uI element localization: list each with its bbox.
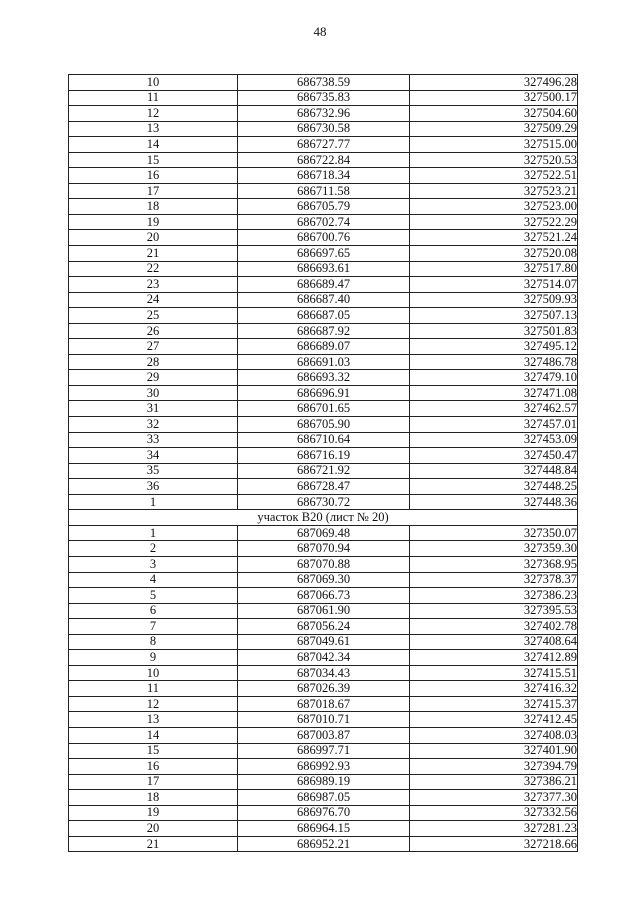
y-coordinate-cell: 327408.64 bbox=[410, 634, 578, 650]
x-coordinate-cell: 687066.73 bbox=[238, 588, 410, 604]
x-coordinate-cell: 686687.40 bbox=[238, 292, 410, 308]
y-coordinate-cell: 327332.56 bbox=[410, 805, 578, 821]
table-row bbox=[69, 277, 578, 293]
x-coordinate-cell: 686989.19 bbox=[238, 774, 410, 790]
table-row bbox=[69, 603, 578, 619]
y-coordinate-cell: 327395.53 bbox=[410, 603, 578, 619]
table-row bbox=[69, 168, 578, 184]
x-coordinate-cell: 687042.34 bbox=[238, 650, 410, 666]
y-coordinate-cell: 327486.78 bbox=[410, 354, 578, 370]
point-number-cell: 15 bbox=[69, 743, 238, 759]
point-number-cell: 11 bbox=[69, 681, 238, 697]
table-row bbox=[69, 432, 578, 448]
y-coordinate-cell: 327504.60 bbox=[410, 106, 578, 122]
x-coordinate-cell: 687056.24 bbox=[238, 619, 410, 635]
point-number-cell: 33 bbox=[69, 432, 238, 448]
point-number-cell: 32 bbox=[69, 417, 238, 433]
table-row bbox=[69, 106, 578, 122]
y-coordinate-cell: 327453.09 bbox=[410, 432, 578, 448]
x-coordinate-cell: 686997.71 bbox=[238, 743, 410, 759]
x-coordinate-cell: 686691.03 bbox=[238, 354, 410, 370]
y-coordinate-cell: 327378.37 bbox=[410, 572, 578, 588]
table-row bbox=[69, 759, 578, 775]
table-row bbox=[69, 199, 578, 215]
point-number-cell: 10 bbox=[69, 75, 238, 91]
y-coordinate-cell: 327457.01 bbox=[410, 417, 578, 433]
point-number-cell: 23 bbox=[69, 277, 238, 293]
point-number-cell: 5 bbox=[69, 588, 238, 604]
x-coordinate-cell: 686705.79 bbox=[238, 199, 410, 215]
y-coordinate-cell: 327509.93 bbox=[410, 292, 578, 308]
table-row bbox=[69, 448, 578, 464]
point-number-cell: 25 bbox=[69, 308, 238, 324]
table-row bbox=[69, 494, 578, 510]
table-row bbox=[69, 681, 578, 697]
x-coordinate-cell: 686721.92 bbox=[238, 463, 410, 479]
x-coordinate-cell: 686730.58 bbox=[238, 121, 410, 137]
x-coordinate-cell: 686697.65 bbox=[238, 246, 410, 262]
x-coordinate-cell: 686718.34 bbox=[238, 168, 410, 184]
table-row bbox=[69, 541, 578, 557]
table-row bbox=[69, 479, 578, 495]
section-header-row bbox=[69, 510, 578, 526]
x-coordinate-cell: 686693.32 bbox=[238, 370, 410, 386]
x-coordinate-cell: 686702.74 bbox=[238, 214, 410, 230]
table-row bbox=[69, 292, 578, 308]
point-number-cell: 29 bbox=[69, 370, 238, 386]
x-coordinate-cell: 686987.05 bbox=[238, 790, 410, 806]
point-number-cell: 4 bbox=[69, 572, 238, 588]
table-row bbox=[69, 836, 578, 852]
point-number-cell: 17 bbox=[69, 774, 238, 790]
x-coordinate-cell: 686732.96 bbox=[238, 106, 410, 122]
x-coordinate-cell: 686735.83 bbox=[238, 90, 410, 106]
x-coordinate-cell: 687061.90 bbox=[238, 603, 410, 619]
x-coordinate-cell: 686689.07 bbox=[238, 339, 410, 355]
y-coordinate-cell: 327377.30 bbox=[410, 790, 578, 806]
table-row bbox=[69, 665, 578, 681]
y-coordinate-cell: 327416.32 bbox=[410, 681, 578, 697]
y-coordinate-cell: 327522.51 bbox=[410, 168, 578, 184]
point-number-cell: 14 bbox=[69, 137, 238, 153]
y-coordinate-cell: 327501.83 bbox=[410, 323, 578, 339]
y-coordinate-cell: 327500.17 bbox=[410, 90, 578, 106]
x-coordinate-cell: 686722.84 bbox=[238, 152, 410, 168]
point-number-cell: 9 bbox=[69, 650, 238, 666]
x-coordinate-cell: 687049.61 bbox=[238, 634, 410, 650]
x-coordinate-cell: 687070.94 bbox=[238, 541, 410, 557]
y-coordinate-cell: 327471.08 bbox=[410, 385, 578, 401]
point-number-cell: 31 bbox=[69, 401, 238, 417]
y-coordinate-cell: 327412.45 bbox=[410, 712, 578, 728]
table-row bbox=[69, 727, 578, 743]
point-number-cell: 11 bbox=[69, 90, 238, 106]
table-row bbox=[69, 417, 578, 433]
point-number-cell: 21 bbox=[69, 246, 238, 262]
y-coordinate-cell: 327523.21 bbox=[410, 183, 578, 199]
table-row bbox=[69, 401, 578, 417]
y-coordinate-cell: 327507.13 bbox=[410, 308, 578, 324]
table-row bbox=[69, 556, 578, 572]
point-number-cell: 35 bbox=[69, 463, 238, 479]
table-row bbox=[69, 75, 578, 91]
y-coordinate-cell: 327520.08 bbox=[410, 246, 578, 262]
point-number-cell: 27 bbox=[69, 339, 238, 355]
x-coordinate-cell: 687069.48 bbox=[238, 525, 410, 541]
y-coordinate-cell: 327514.07 bbox=[410, 277, 578, 293]
x-coordinate-cell: 687026.39 bbox=[238, 681, 410, 697]
y-coordinate-cell: 327412.89 bbox=[410, 650, 578, 666]
point-number-cell: 24 bbox=[69, 292, 238, 308]
table-row bbox=[69, 385, 578, 401]
table-row bbox=[69, 650, 578, 666]
table-row bbox=[69, 805, 578, 821]
x-coordinate-cell: 687070.88 bbox=[238, 556, 410, 572]
x-coordinate-cell: 686730.72 bbox=[238, 494, 410, 510]
point-number-cell: 6 bbox=[69, 603, 238, 619]
table-row bbox=[69, 588, 578, 604]
x-coordinate-cell: 686710.64 bbox=[238, 432, 410, 448]
x-coordinate-cell: 686693.61 bbox=[238, 261, 410, 277]
coordinates-table-body bbox=[69, 75, 578, 852]
y-coordinate-cell: 327523.00 bbox=[410, 199, 578, 215]
table-row bbox=[69, 261, 578, 277]
x-coordinate-cell: 686687.05 bbox=[238, 308, 410, 324]
point-number-cell: 26 bbox=[69, 323, 238, 339]
x-coordinate-cell: 686705.90 bbox=[238, 417, 410, 433]
coordinates-table bbox=[68, 74, 578, 852]
x-coordinate-cell: 686696.91 bbox=[238, 385, 410, 401]
x-coordinate-cell: 686738.59 bbox=[238, 75, 410, 91]
table-row bbox=[69, 634, 578, 650]
table-row bbox=[69, 696, 578, 712]
point-number-cell: 20 bbox=[69, 230, 238, 246]
point-number-cell: 19 bbox=[69, 214, 238, 230]
x-coordinate-cell: 686716.19 bbox=[238, 448, 410, 464]
point-number-cell: 13 bbox=[69, 121, 238, 137]
y-coordinate-cell: 327520.53 bbox=[410, 152, 578, 168]
x-coordinate-cell: 686727.77 bbox=[238, 137, 410, 153]
point-number-cell: 16 bbox=[69, 168, 238, 184]
table-row bbox=[69, 246, 578, 262]
table-row bbox=[69, 743, 578, 759]
point-number-cell: 12 bbox=[69, 696, 238, 712]
table-row bbox=[69, 90, 578, 106]
table-row bbox=[69, 619, 578, 635]
point-number-cell: 21 bbox=[69, 836, 238, 852]
y-coordinate-cell: 327415.51 bbox=[410, 665, 578, 681]
y-coordinate-cell: 327496.28 bbox=[410, 75, 578, 91]
x-coordinate-cell: 687010.71 bbox=[238, 712, 410, 728]
table-row bbox=[69, 821, 578, 837]
table-row bbox=[69, 712, 578, 728]
x-coordinate-cell: 686992.93 bbox=[238, 759, 410, 775]
table-row bbox=[69, 121, 578, 137]
point-number-cell: 17 bbox=[69, 183, 238, 199]
table-row bbox=[69, 323, 578, 339]
point-number-cell: 3 bbox=[69, 556, 238, 572]
y-coordinate-cell: 327350.07 bbox=[410, 525, 578, 541]
point-number-cell: 7 bbox=[69, 619, 238, 635]
point-number-cell: 10 bbox=[69, 665, 238, 681]
x-coordinate-cell: 687003.87 bbox=[238, 727, 410, 743]
x-coordinate-cell: 686700.76 bbox=[238, 230, 410, 246]
table-row bbox=[69, 774, 578, 790]
point-number-cell: 1 bbox=[69, 494, 238, 510]
table-row bbox=[69, 183, 578, 199]
table-row bbox=[69, 572, 578, 588]
y-coordinate-cell: 327522.29 bbox=[410, 214, 578, 230]
y-coordinate-cell: 327402.78 bbox=[410, 619, 578, 635]
point-number-cell: 36 bbox=[69, 479, 238, 495]
y-coordinate-cell: 327521.24 bbox=[410, 230, 578, 246]
y-coordinate-cell: 327450.47 bbox=[410, 448, 578, 464]
x-coordinate-cell: 686701.65 bbox=[238, 401, 410, 417]
point-number-cell: 16 bbox=[69, 759, 238, 775]
point-number-cell: 18 bbox=[69, 199, 238, 215]
y-coordinate-cell: 327359.30 bbox=[410, 541, 578, 557]
x-coordinate-cell: 686952.21 bbox=[238, 836, 410, 852]
x-coordinate-cell: 686976.70 bbox=[238, 805, 410, 821]
y-coordinate-cell: 327448.36 bbox=[410, 494, 578, 510]
x-coordinate-cell: 687069.30 bbox=[238, 572, 410, 588]
table-row bbox=[69, 525, 578, 541]
point-number-cell: 34 bbox=[69, 448, 238, 464]
y-coordinate-cell: 327509.29 bbox=[410, 121, 578, 137]
point-number-cell: 2 bbox=[69, 541, 238, 557]
page-number: 48 bbox=[313, 24, 327, 39]
x-coordinate-cell: 686728.47 bbox=[238, 479, 410, 495]
y-coordinate-cell: 327517.80 bbox=[410, 261, 578, 277]
x-coordinate-cell: 686964.15 bbox=[238, 821, 410, 837]
table-row bbox=[69, 370, 578, 386]
point-number-cell: 13 bbox=[69, 712, 238, 728]
point-number-cell: 14 bbox=[69, 727, 238, 743]
y-coordinate-cell: 327386.21 bbox=[410, 774, 578, 790]
section-label: участок В20 (лист № 20) bbox=[69, 510, 578, 526]
x-coordinate-cell: 687034.43 bbox=[238, 665, 410, 681]
point-number-cell: 28 bbox=[69, 354, 238, 370]
x-coordinate-cell: 686711.58 bbox=[238, 183, 410, 199]
table-row bbox=[69, 137, 578, 153]
point-number-cell: 8 bbox=[69, 634, 238, 650]
y-coordinate-cell: 327394.79 bbox=[410, 759, 578, 775]
y-coordinate-cell: 327401.90 bbox=[410, 743, 578, 759]
y-coordinate-cell: 327281.23 bbox=[410, 821, 578, 837]
table-row bbox=[69, 354, 578, 370]
y-coordinate-cell: 327479.10 bbox=[410, 370, 578, 386]
y-coordinate-cell: 327415.37 bbox=[410, 696, 578, 712]
table-row bbox=[69, 230, 578, 246]
x-coordinate-cell: 686689.47 bbox=[238, 277, 410, 293]
y-coordinate-cell: 327448.84 bbox=[410, 463, 578, 479]
y-coordinate-cell: 327515.00 bbox=[410, 137, 578, 153]
y-coordinate-cell: 327218.66 bbox=[410, 836, 578, 852]
table-row bbox=[69, 152, 578, 168]
point-number-cell: 19 bbox=[69, 805, 238, 821]
point-number-cell: 15 bbox=[69, 152, 238, 168]
point-number-cell: 30 bbox=[69, 385, 238, 401]
table-row bbox=[69, 463, 578, 479]
y-coordinate-cell: 327462.57 bbox=[410, 401, 578, 417]
point-number-cell: 1 bbox=[69, 525, 238, 541]
y-coordinate-cell: 327495.12 bbox=[410, 339, 578, 355]
table-row bbox=[69, 308, 578, 324]
table-row bbox=[69, 790, 578, 806]
point-number-cell: 12 bbox=[69, 106, 238, 122]
y-coordinate-cell: 327448.25 bbox=[410, 479, 578, 495]
point-number-cell: 22 bbox=[69, 261, 238, 277]
y-coordinate-cell: 327386.23 bbox=[410, 588, 578, 604]
table-row bbox=[69, 339, 578, 355]
x-coordinate-cell: 687018.67 bbox=[238, 696, 410, 712]
point-number-cell: 20 bbox=[69, 821, 238, 837]
table-row bbox=[69, 214, 578, 230]
y-coordinate-cell: 327408.03 bbox=[410, 727, 578, 743]
x-coordinate-cell: 686687.92 bbox=[238, 323, 410, 339]
point-number-cell: 18 bbox=[69, 790, 238, 806]
y-coordinate-cell: 327368.95 bbox=[410, 556, 578, 572]
